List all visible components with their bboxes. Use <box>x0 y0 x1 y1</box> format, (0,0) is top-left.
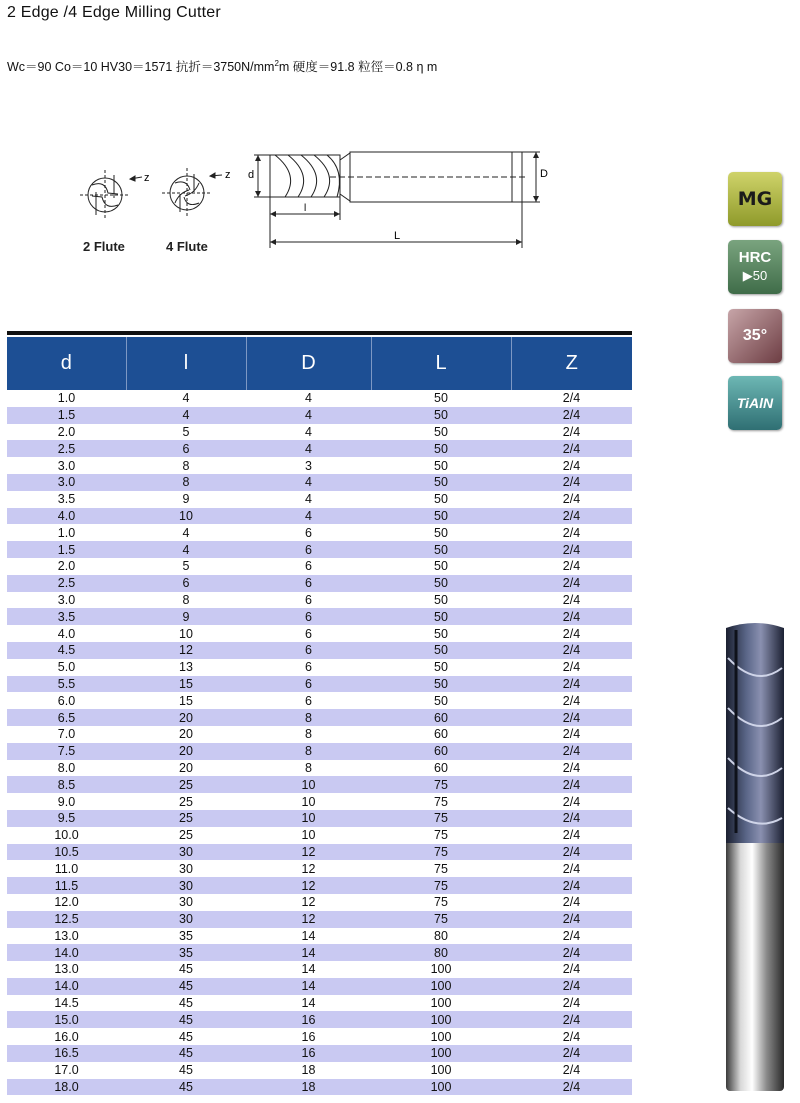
table-top-rule <box>7 331 632 335</box>
cell-Z: 2/4 <box>511 457 632 474</box>
cell-L: 50 <box>371 524 511 541</box>
cell-L: 100 <box>371 978 511 995</box>
cell-L: 60 <box>371 709 511 726</box>
cell-l: 9 <box>126 608 246 625</box>
four-flute-label: 4 Flute <box>166 239 208 254</box>
cell-D: 14 <box>246 928 371 945</box>
cell-l: 15 <box>126 692 246 709</box>
table-row <box>7 793 632 810</box>
table-row <box>7 424 632 441</box>
cell-l: 25 <box>126 827 246 844</box>
cell-L: 75 <box>371 877 511 894</box>
dimension-table <box>7 337 632 1095</box>
cell-Z: 2/4 <box>511 592 632 609</box>
cell-L: 80 <box>371 928 511 945</box>
cutter-diagram <box>0 130 640 270</box>
cell-Z: 2/4 <box>511 608 632 625</box>
cell-L: 60 <box>371 760 511 777</box>
cell-l: 20 <box>126 709 246 726</box>
cell-D: 4 <box>246 474 371 491</box>
cell-d: 2.5 <box>7 575 126 592</box>
cell-l: 30 <box>126 894 246 911</box>
table-row <box>7 575 632 592</box>
cell-d: 1.5 <box>7 541 126 558</box>
table-row <box>7 961 632 978</box>
table-row <box>7 625 632 642</box>
cell-l: 45 <box>126 978 246 995</box>
cell-Z: 2/4 <box>511 575 632 592</box>
end-mill-photo <box>716 618 794 1096</box>
cell-l: 5 <box>126 424 246 441</box>
cell-d: 8.5 <box>7 776 126 793</box>
cell-L: 100 <box>371 995 511 1012</box>
helix-angle-text: 35° <box>742 327 768 344</box>
cell-l: 20 <box>126 743 246 760</box>
cell-l: 4 <box>126 524 246 541</box>
cell-L: 75 <box>371 894 511 911</box>
table-row <box>7 524 632 541</box>
cell-L: 50 <box>371 541 511 558</box>
cell-Z: 2/4 <box>511 558 632 575</box>
cell-d: 11.5 <box>7 877 126 894</box>
cell-D: 14 <box>246 995 371 1012</box>
cell-l: 4 <box>126 407 246 424</box>
cell-D: 6 <box>246 692 371 709</box>
cell-d: 8.0 <box>7 760 126 777</box>
cell-D: 8 <box>246 709 371 726</box>
cell-D: 10 <box>246 827 371 844</box>
cell-Z: 2/4 <box>511 928 632 945</box>
table-row <box>7 692 632 709</box>
cell-D: 6 <box>246 592 371 609</box>
cell-D: 12 <box>246 860 371 877</box>
header-d: d <box>7 337 126 390</box>
cell-Z: 2/4 <box>511 524 632 541</box>
cell-d: 14.5 <box>7 995 126 1012</box>
cell-Z: 2/4 <box>511 407 632 424</box>
cell-l: 10 <box>126 508 246 525</box>
cell-L: 100 <box>371 1062 511 1079</box>
cell-d: 5.5 <box>7 676 126 693</box>
table-row <box>7 1079 632 1096</box>
cell-l: 6 <box>126 440 246 457</box>
cell-Z: 2/4 <box>511 1079 632 1096</box>
four-flute-section <box>162 168 212 218</box>
cell-l: 4 <box>126 390 246 407</box>
cell-L: 60 <box>371 726 511 743</box>
header-L: L <box>371 337 511 390</box>
cell-L: 75 <box>371 776 511 793</box>
cell-L: 100 <box>371 1011 511 1028</box>
cell-d: 13.0 <box>7 928 126 945</box>
cell-d: 15.0 <box>7 1011 126 1028</box>
cell-l: 8 <box>126 592 246 609</box>
cell-d: 10.5 <box>7 844 126 861</box>
table-row <box>7 726 632 743</box>
table-row <box>7 390 632 407</box>
cell-l: 13 <box>126 659 246 676</box>
cell-l: 25 <box>126 810 246 827</box>
table-row <box>7 995 632 1012</box>
cell-L: 50 <box>371 625 511 642</box>
cell-Z: 2/4 <box>511 877 632 894</box>
cell-d: 2.0 <box>7 424 126 441</box>
cell-Z: 2/4 <box>511 726 632 743</box>
d-label: d <box>248 169 255 181</box>
cell-D: 3 <box>246 457 371 474</box>
l-label: l <box>304 203 307 214</box>
hrc-badge-text: HRC <box>738 249 772 266</box>
cell-L: 75 <box>371 844 511 861</box>
cell-D: 4 <box>246 390 371 407</box>
cell-D: 10 <box>246 810 371 827</box>
cell-d: 13.0 <box>7 961 126 978</box>
cell-D: 16 <box>246 1045 371 1062</box>
table-row <box>7 558 632 575</box>
cell-d: 14.0 <box>7 944 126 961</box>
table-row <box>7 911 632 928</box>
table-row <box>7 440 632 457</box>
cell-Z: 2/4 <box>511 440 632 457</box>
cell-d: 1.0 <box>7 524 126 541</box>
cell-D: 10 <box>246 776 371 793</box>
cell-l: 12 <box>126 642 246 659</box>
table-row <box>7 407 632 424</box>
cell-l: 20 <box>126 726 246 743</box>
mg-badge <box>728 172 782 226</box>
cell-D: 14 <box>246 961 371 978</box>
cell-Z: 2/4 <box>511 1045 632 1062</box>
page-title: 2 Edge /4 Edge Milling Cutter <box>7 4 221 21</box>
cell-Z: 2/4 <box>511 894 632 911</box>
cell-Z: 2/4 <box>511 709 632 726</box>
cell-l: 20 <box>126 760 246 777</box>
cell-Z: 2/4 <box>511 541 632 558</box>
table-row <box>7 860 632 877</box>
table-row <box>7 978 632 995</box>
table-row <box>7 709 632 726</box>
cell-L: 80 <box>371 944 511 961</box>
cell-l: 45 <box>126 1028 246 1045</box>
cell-Z: 2/4 <box>511 508 632 525</box>
cell-D: 6 <box>246 558 371 575</box>
table-row <box>7 877 632 894</box>
cell-l: 15 <box>126 676 246 693</box>
cell-d: 5.0 <box>7 659 126 676</box>
table-row <box>7 642 632 659</box>
table-row <box>7 894 632 911</box>
table-row <box>7 676 632 693</box>
helix-angle-badge <box>728 309 782 363</box>
cell-d: 1.0 <box>7 390 126 407</box>
coating-badge <box>728 376 782 430</box>
cell-l: 8 <box>126 474 246 491</box>
cell-Z: 2/4 <box>511 978 632 995</box>
cell-L: 100 <box>371 1028 511 1045</box>
cell-D: 12 <box>246 894 371 911</box>
cell-D: 12 <box>246 911 371 928</box>
cell-L: 50 <box>371 390 511 407</box>
cell-D: 6 <box>246 575 371 592</box>
cell-d: 16.5 <box>7 1045 126 1062</box>
cell-l: 45 <box>126 1045 246 1062</box>
cell-D: 4 <box>246 424 371 441</box>
table-row <box>7 944 632 961</box>
cell-l: 30 <box>126 844 246 861</box>
D-label: D <box>540 168 548 180</box>
cell-l: 35 <box>126 928 246 945</box>
cell-L: 50 <box>371 659 511 676</box>
cell-Z: 2/4 <box>511 860 632 877</box>
cell-L: 60 <box>371 743 511 760</box>
cell-Z: 2/4 <box>511 793 632 810</box>
cell-D: 8 <box>246 726 371 743</box>
table-row <box>7 827 632 844</box>
cell-d: 3.0 <box>7 457 126 474</box>
cell-Z: 2/4 <box>511 625 632 642</box>
cell-D: 6 <box>246 541 371 558</box>
table-row <box>7 491 632 508</box>
L-label: L <box>394 230 401 242</box>
cell-L: 75 <box>371 911 511 928</box>
spec-superscript: 2 <box>274 58 279 68</box>
cell-D: 4 <box>246 440 371 457</box>
z-label-4flute: z <box>225 169 231 181</box>
cell-D: 4 <box>246 491 371 508</box>
table-row <box>7 592 632 609</box>
table-row <box>7 1011 632 1028</box>
cell-l: 35 <box>126 944 246 961</box>
cell-Z: 2/4 <box>511 844 632 861</box>
table-header-row <box>7 337 632 390</box>
cell-Z: 2/4 <box>511 961 632 978</box>
material-spec-line <box>7 57 437 75</box>
cell-L: 50 <box>371 676 511 693</box>
table-body <box>7 390 632 1095</box>
cell-L: 100 <box>371 1045 511 1062</box>
cell-Z: 2/4 <box>511 424 632 441</box>
table-row <box>7 608 632 625</box>
cell-Z: 2/4 <box>511 743 632 760</box>
table-row <box>7 1045 632 1062</box>
cell-D: 4 <box>246 407 371 424</box>
cell-d: 1.5 <box>7 407 126 424</box>
cell-D: 6 <box>246 625 371 642</box>
cell-D: 18 <box>246 1062 371 1079</box>
cell-l: 30 <box>126 911 246 928</box>
table-row <box>7 1062 632 1079</box>
cell-Z: 2/4 <box>511 995 632 1012</box>
cell-d: 3.5 <box>7 491 126 508</box>
header-l: l <box>126 337 246 390</box>
cell-L: 100 <box>371 961 511 978</box>
cell-L: 50 <box>371 491 511 508</box>
cell-L: 50 <box>371 508 511 525</box>
cell-L: 75 <box>371 793 511 810</box>
cell-D: 12 <box>246 844 371 861</box>
cell-d: 9.0 <box>7 793 126 810</box>
cell-D: 8 <box>246 760 371 777</box>
cell-l: 10 <box>126 625 246 642</box>
cell-d: 18.0 <box>7 1079 126 1096</box>
cell-l: 45 <box>126 961 246 978</box>
two-flute-label: 2 Flute <box>83 239 125 254</box>
cell-D: 16 <box>246 1011 371 1028</box>
table-row <box>7 508 632 525</box>
cell-d: 2.0 <box>7 558 126 575</box>
cell-L: 100 <box>371 1079 511 1096</box>
cell-Z: 2/4 <box>511 491 632 508</box>
cell-D: 14 <box>246 944 371 961</box>
cell-L: 50 <box>371 424 511 441</box>
cell-Z: 2/4 <box>511 827 632 844</box>
cell-D: 4 <box>246 508 371 525</box>
table-row <box>7 541 632 558</box>
table-row <box>7 844 632 861</box>
cell-l: 8 <box>126 457 246 474</box>
table-row <box>7 776 632 793</box>
cell-Z: 2/4 <box>511 642 632 659</box>
cell-l: 45 <box>126 1079 246 1096</box>
cell-d: 3.0 <box>7 474 126 491</box>
cell-D: 6 <box>246 608 371 625</box>
cell-Z: 2/4 <box>511 810 632 827</box>
cell-l: 30 <box>126 877 246 894</box>
cell-Z: 2/4 <box>511 944 632 961</box>
spec-text-2: m 硬度＝91.8 粒徑＝0.8 η m <box>278 60 438 74</box>
cell-l: 45 <box>126 995 246 1012</box>
cell-L: 50 <box>371 474 511 491</box>
cell-d: 4.5 <box>7 642 126 659</box>
cell-l: 9 <box>126 491 246 508</box>
cell-d: 12.0 <box>7 894 126 911</box>
cell-D: 10 <box>246 793 371 810</box>
mg-badge-text: MG <box>737 188 773 210</box>
cell-d: 11.0 <box>7 860 126 877</box>
cell-L: 50 <box>371 608 511 625</box>
table-row <box>7 457 632 474</box>
cell-L: 50 <box>371 407 511 424</box>
table-row <box>7 474 632 491</box>
cell-L: 75 <box>371 860 511 877</box>
cell-Z: 2/4 <box>511 760 632 777</box>
cell-d: 3.5 <box>7 608 126 625</box>
cell-l: 5 <box>126 558 246 575</box>
table-row <box>7 760 632 777</box>
cell-l: 45 <box>126 1011 246 1028</box>
cell-l: 30 <box>126 860 246 877</box>
cell-d: 6.5 <box>7 709 126 726</box>
cell-D: 16 <box>246 1028 371 1045</box>
cell-D: 6 <box>246 676 371 693</box>
cell-d: 9.5 <box>7 810 126 827</box>
cell-Z: 2/4 <box>511 390 632 407</box>
table-row <box>7 810 632 827</box>
header-Z: Z <box>511 337 632 390</box>
cell-Z: 2/4 <box>511 776 632 793</box>
cell-L: 50 <box>371 440 511 457</box>
two-flute-section <box>80 170 130 220</box>
cell-D: 8 <box>246 743 371 760</box>
coating-badge-text: TiAlN <box>736 395 774 411</box>
cell-d: 10.0 <box>7 827 126 844</box>
table-row <box>7 928 632 945</box>
cell-d: 7.5 <box>7 743 126 760</box>
cell-Z: 2/4 <box>511 676 632 693</box>
cell-d: 7.0 <box>7 726 126 743</box>
cell-D: 18 <box>246 1079 371 1096</box>
cell-L: 50 <box>371 558 511 575</box>
cell-L: 75 <box>371 810 511 827</box>
cell-l: 4 <box>126 541 246 558</box>
cell-d: 14.0 <box>7 978 126 995</box>
cell-L: 50 <box>371 692 511 709</box>
table-row <box>7 743 632 760</box>
hrc-badge <box>728 240 782 294</box>
cell-d: 12.5 <box>7 911 126 928</box>
cell-d: 4.0 <box>7 625 126 642</box>
cell-D: 6 <box>246 524 371 541</box>
cell-Z: 2/4 <box>511 474 632 491</box>
cell-d: 2.5 <box>7 440 126 457</box>
table-row <box>7 659 632 676</box>
cell-D: 6 <box>246 659 371 676</box>
cell-Z: 2/4 <box>511 1011 632 1028</box>
table-row <box>7 1028 632 1045</box>
cell-d: 6.0 <box>7 692 126 709</box>
cell-l: 45 <box>126 1062 246 1079</box>
cell-D: 6 <box>246 642 371 659</box>
cell-L: 75 <box>371 827 511 844</box>
cell-d: 3.0 <box>7 592 126 609</box>
cell-Z: 2/4 <box>511 911 632 928</box>
cell-l: 25 <box>126 793 246 810</box>
cell-Z: 2/4 <box>511 692 632 709</box>
cell-L: 50 <box>371 642 511 659</box>
cell-d: 17.0 <box>7 1062 126 1079</box>
cell-Z: 2/4 <box>511 659 632 676</box>
cell-L: 50 <box>371 457 511 474</box>
cell-L: 50 <box>371 592 511 609</box>
header-D: D <box>246 337 371 390</box>
cell-D: 12 <box>246 877 371 894</box>
cell-D: 14 <box>246 978 371 995</box>
cell-d: 16.0 <box>7 1028 126 1045</box>
cell-d: 4.0 <box>7 508 126 525</box>
cell-Z: 2/4 <box>511 1028 632 1045</box>
cell-Z: 2/4 <box>511 1062 632 1079</box>
cell-l: 25 <box>126 776 246 793</box>
z-label-2flute: z <box>144 172 150 184</box>
spec-text: Wc＝90 Co＝10 HV30＝1571 抗折＝3750N/mm <box>7 60 275 74</box>
cell-L: 50 <box>371 575 511 592</box>
cell-l: 6 <box>126 575 246 592</box>
hrc-badge-value: ▶50 <box>742 268 768 283</box>
